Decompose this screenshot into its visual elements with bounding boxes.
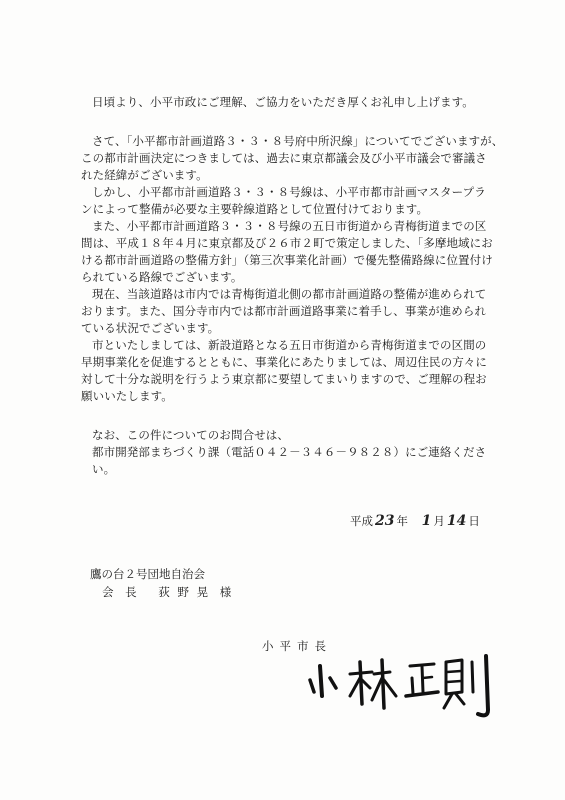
body-line: また、小平都市計画道路３・３・８号線の五日市街道から青梅街道までの区 bbox=[92, 219, 487, 233]
addressee-honorific: 様 bbox=[219, 585, 232, 599]
body-line: おります。また、国分寺市内では都市計画道路事業に着手し、事業が進められ bbox=[81, 304, 487, 318]
date-era: 平成 bbox=[350, 514, 373, 528]
date-year-suffix: 年 bbox=[396, 514, 408, 528]
body-line: 現在、当該道路は市内では青梅街道北側の都市計画道路の整備が進められて bbox=[92, 287, 487, 301]
date-day-suffix: 日 bbox=[468, 514, 480, 528]
greeting-line: 日頃より、小平市政にご理解、ご協力をいただき厚くお礼申し上げます。 bbox=[92, 95, 474, 109]
addressee-organization: 鷹の台２号団地自治会 bbox=[90, 567, 205, 581]
body-line: しかし、小平都市計画道路３・３・８号線は、小平市都市計画マスタープラ bbox=[92, 185, 486, 199]
contact-line: い。 bbox=[92, 462, 116, 476]
body-line: 早期事業化を促進するとともに、事業化にあたりましては、周辺住民の方々に bbox=[81, 355, 487, 369]
addressee-title: 会 長 bbox=[102, 585, 141, 599]
sender-title: 小平市長 bbox=[262, 639, 332, 653]
body-line: この都市計画決定につきましては、過去に東京都議会及び小平市議会で審議さ bbox=[81, 151, 487, 165]
body-line: ンによって整備が必要な主要幹線道路として位置付けております。 bbox=[81, 202, 429, 216]
body-line: 間は、平成１８年４月に東京都及び２６市２町で策定しました、「多摩地域にお bbox=[81, 236, 493, 250]
addressee-line bbox=[102, 585, 231, 599]
body-line: 願いいたします。 bbox=[81, 389, 173, 403]
date-month-suffix: 月 bbox=[433, 514, 445, 528]
contact-line: なお、この件についてのお問合せは、 bbox=[92, 428, 289, 442]
body-line: 市といたしましては、新設道路となる五日市街道から青梅街道までの区間の bbox=[92, 338, 487, 352]
body-line: 対して十分な説明を行うよう東京都に要望してまいりますので、ご理解の程お bbox=[81, 372, 487, 386]
body-line: さて、「小平都市計画道路３・３・８号府中所沢線」についてでございますが、 bbox=[92, 134, 504, 148]
date-day-handwritten: 14 bbox=[446, 513, 467, 529]
handwritten-signature bbox=[306, 652, 502, 724]
body-line: られている路線でございます。 bbox=[81, 270, 243, 284]
body-line: れた経緯がございます。 bbox=[81, 168, 208, 182]
addressee-name: 荻 野 晃 bbox=[158, 585, 211, 599]
letter-date bbox=[350, 514, 480, 528]
body-line: ている状況でございます。 bbox=[81, 321, 220, 335]
date-year-handwritten: 23 bbox=[375, 513, 395, 529]
contact-line: 都市開発部まちづくり課（電話０４２－３４６－９８２８）にご連絡くださ bbox=[92, 445, 487, 459]
date-month-handwritten: 1 bbox=[421, 513, 432, 529]
body-line: ける都市計画道路の整備方針」（第三次事業化計画）で優先整備路線に位置付け bbox=[81, 253, 493, 267]
